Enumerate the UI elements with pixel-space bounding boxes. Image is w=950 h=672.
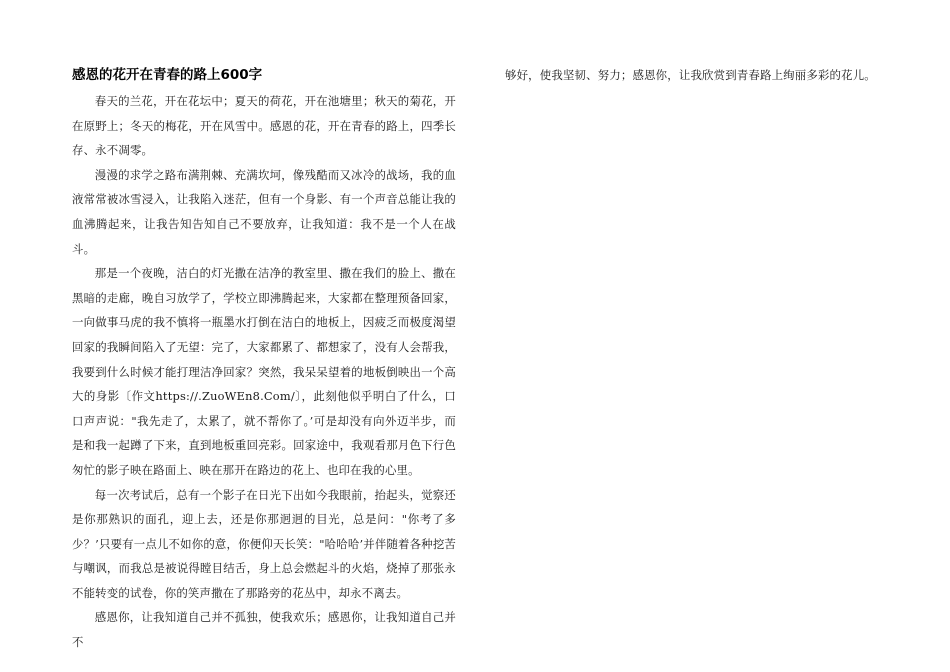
paragraph-1: 春天的兰花，开在花坛中；夏天的荷花，开在池塘里；秋天的菊花，开在原野上；冬天的梅花，开在风雪中。感恩的花，开在青春的路上，四季长存、永不凋零。 bbox=[72, 94, 456, 158]
document-title: 感恩的花开在青春的路上600字 bbox=[72, 67, 263, 83]
paragraph-5-continuation: 够好，使我坚韧、努力；感恩你，让我欣赏到青春路上绚丽多彩的花儿。 bbox=[505, 68, 876, 82]
paragraph-5: 感恩你，让我知道自己并不孤独，使我欢乐；感恩你，让我知道自己并不 bbox=[72, 610, 456, 650]
paragraph-3: 那是一个夜晚，洁白的灯光撒在洁净的教室里、撒在我们的脸上、撒在黑暗的走廊，晚自习放学了，学校立即沸腾起来，大家都在整理预备回家，一向做事马虎的我不慎将一瓶墨水打倒在洁白的地板上，因疲乏而极度渴望回家的我瞬间陷入了无望：完了，大家都累了、都想家了，没有人会帮我，我要到什么时候才能打理洁净回家？突然，我呆呆望着的地板倒映出一个高大的身影〔作文https://.ZuoWEn8.Com/〕，此刻他似乎明白了什么，口口声声说："我先走了，太累了，就不帮你了。’可是却没有向外迈半步，而是和我一起蹲了下来，直到地板重回亮彩。回家途中，我观看那月色下行色匆忙的影子映在路面上、映在那开在路边的花上、也印在我的心里。 bbox=[72, 266, 456, 477]
paragraph-4: 每一次考试后，总有一个影子在日光下出如今我眼前，抬起头，觉察还是你那熟识的面孔，迎上去，还是你那迥迥的目光，总是问："你考了多少？’只要有一点儿不如你的意，你便仰天长笑："哈哈哈’并伴随着各种挖苦与嘲讽，而我总是被说得瞠目结舌，身上总会燃起斗的火焰，烧掉了那张永不能转变的试卷，你的笑声撒在了那路旁的花丛中，却永不离去。 bbox=[72, 487, 456, 600]
right-column bbox=[505, 64, 895, 86]
paragraph-2: 漫漫的求学之路布满荆棘、充满坎坷，像残酷而又冰冷的战场，我的血液常常被冰雪浸入，让我陷入迷茫，但有一个身影、有一个声音总能让我的血沸腾起来，让我告知告知自己不要放弃，让我知道：我不是一个人在战斗。 bbox=[72, 167, 456, 256]
left-column bbox=[72, 64, 456, 655]
